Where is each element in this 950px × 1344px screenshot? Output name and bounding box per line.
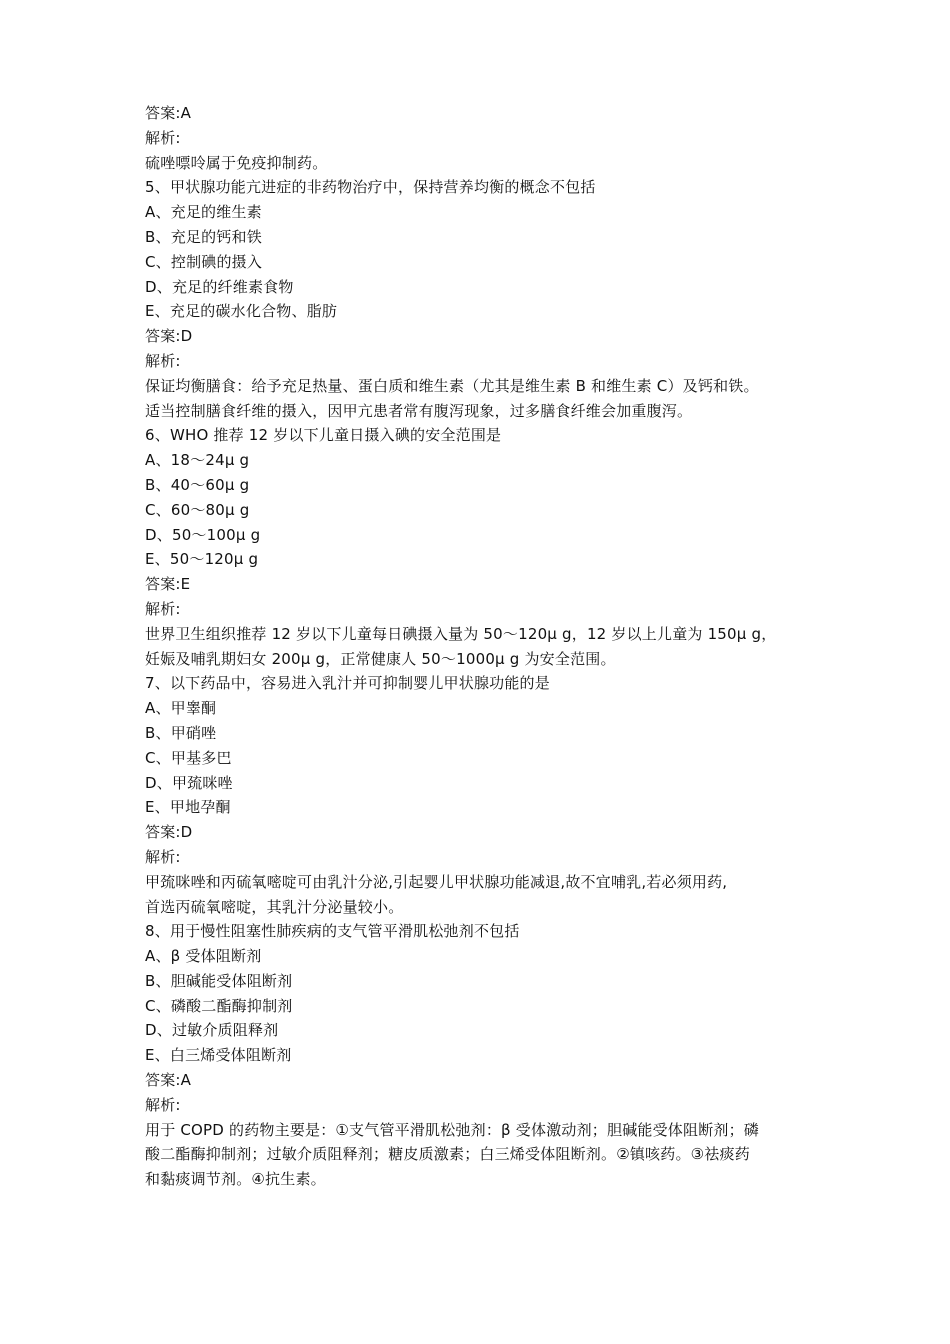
answer-line: 答案:A — [145, 1071, 192, 1090]
document-body — [145, 101, 825, 1192]
option-b: B、40～60μ g — [145, 475, 250, 494]
option-a: A、充足的维生素 — [145, 203, 262, 222]
option-c: C、甲基多巴 — [145, 748, 232, 767]
option-b: B、胆碱能受体阻断剂 — [145, 971, 293, 990]
explanation-text: 硫唑嘌呤属于免疫抑制药。 — [145, 153, 328, 172]
explanation-text: 保证均衡膳食：给予充足热量、蛋白质和维生素（尤其是维生素 B 和维生素 C）及钙和铁。 — [145, 376, 759, 395]
option-a: A、18～24μ g — [145, 451, 250, 470]
option-c: C、60～80μ g — [145, 500, 250, 519]
explanation-text: 酸二酯酶抑制剂；过敏介质阻释剂；糖皮质激素；白三烯受体阻断剂。②镇咳药。③祛痰药 — [145, 1145, 750, 1164]
option-b: B、甲硝唑 — [145, 723, 217, 742]
explanation-text: 妊娠及哺乳期妇女 200μ g，正常健康人 50～1000μ g 为安全范围。 — [145, 649, 616, 668]
explanation-label: 解析: — [145, 351, 181, 370]
explanation-label: 解析: — [145, 599, 181, 618]
option-a: A、β 受体阻断剂 — [145, 947, 262, 966]
option-c: C、磷酸二酯酶抑制剂 — [145, 996, 293, 1015]
question-5: 5、甲状腺功能亢进症的非药物治疗中，保持营养均衡的概念不包括 — [145, 178, 596, 197]
option-a: A、甲睾酮 — [145, 699, 217, 718]
explanation-text: 世界卫生组织推荐 12 岁以下儿童每日碘摄入量为 50～120μ g，12 岁以上儿童为 150μ g， — [145, 624, 777, 643]
option-b: B、充足的钙和铁 — [145, 227, 262, 246]
question-8: 8、用于慢性阻塞性肺疾病的支气管平滑肌松弛剂不包括 — [145, 922, 520, 941]
explanation-text: 适当控制膳食纤维的摄入，因甲亢患者常有腹泻现象，过多膳食纤维会加重腹泻。 — [145, 401, 693, 420]
option-e: E、充足的碳水化合物、脂肪 — [145, 302, 338, 321]
answer-line: 答案:D — [145, 823, 193, 842]
question-7: 7、以下药品中，容易进入乳汁并可抑制婴儿甲状腺功能的是 — [145, 674, 550, 693]
explanation-text: 用于 COPD 的药物主要是：①支气管平滑肌松弛剂：β 受体激动剂；胆碱能受体阻断剂；磷 — [145, 1120, 760, 1139]
explanation-label: 解析: — [145, 128, 181, 147]
answer-line: 答案:A — [145, 104, 192, 122]
option-d: D、甲巯咪唑 — [145, 773, 233, 792]
option-d: D、充足的纤维素食物 — [145, 277, 294, 296]
explanation-label: 解析: — [145, 847, 181, 866]
explanation-text: 首选丙硫氧嘧啶，其乳汁分泌量较小。 — [145, 897, 404, 916]
question-6: 6、WHO 推荐 12 岁以下儿童日摄入碘的安全范围是 — [145, 426, 502, 445]
explanation-text: 甲巯咪唑和丙硫氧嘧啶可由乳汁分泌,引起婴儿甲状腺功能减退,故不宜哺乳,若必须用药, — [145, 872, 728, 891]
option-e: E、50～120μ g — [145, 550, 259, 569]
explanation-text: 和黏痰调节剂。④抗生素。 — [145, 1170, 326, 1189]
option-e: E、白三烯受体阻断剂 — [145, 1046, 292, 1065]
explanation-label: 解析: — [145, 1095, 181, 1114]
option-d: D、50～100μ g — [145, 525, 261, 544]
answer-line: 答案:E — [145, 575, 191, 594]
answer-line: 答案:D — [145, 327, 193, 346]
option-e: E、甲地孕酮 — [145, 798, 231, 817]
option-c: C、控制碘的摄入 — [145, 252, 263, 271]
option-d: D、过敏介质阻释剂 — [145, 1021, 279, 1040]
